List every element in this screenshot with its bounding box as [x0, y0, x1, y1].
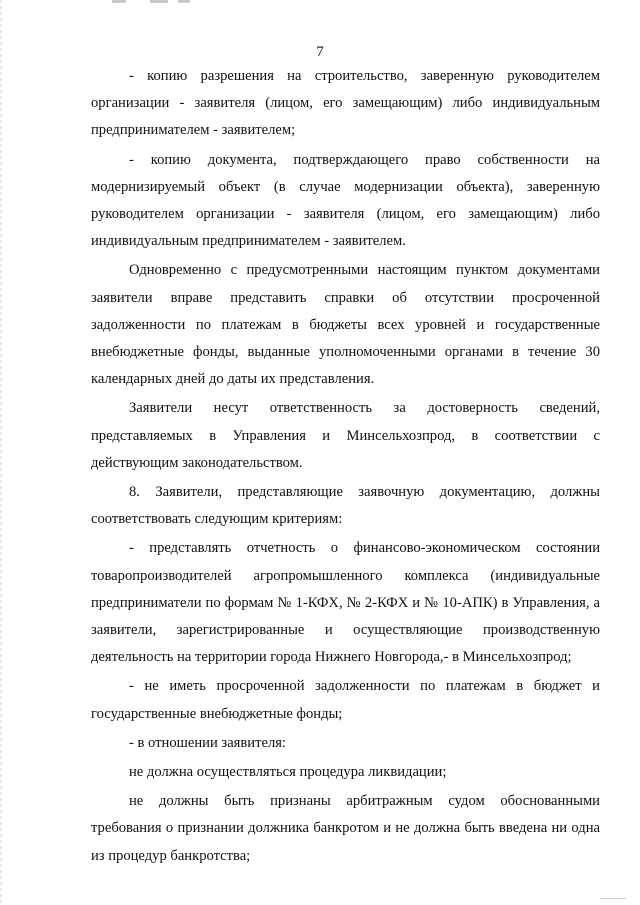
page-number: 7	[316, 44, 324, 60]
paragraph-no-liquidation: не должна осуществляться процедура ликвидации;	[129, 764, 447, 781]
paragraph-ownership-document-copy: - копию документа, подтверждающего право собственности на модернизируемый объект (в случае модернизации объекта), заверенную руководителем организации - заявителя (лицом, его замещающим) либо индивидуальным предпринимателем - заявителем.	[91, 151, 600, 250]
scan-top-artifact	[112, 0, 126, 3]
paragraph-reporting-criterion: - представлять отчетность о финансово-экономическом состоянии товаропроизводителей агропромышленного комплекса (индивидуальные предприниматели по формам № 1-КФХ, № 2-КФХ и № 10-АПК) в Управления, а заявители, зарегистрированные и осуществляющие производственную деятельность на территории города Нижнего Новгорода,- в Минсельхозпрод;	[91, 540, 600, 666]
scan-top-artifact	[178, 0, 190, 3]
scan-top-artifact	[150, 0, 168, 3]
paragraph-section-8-criteria: 8. Заявители, представляющие заявочную документацию, должны соответствовать следующим критериям:	[91, 484, 600, 528]
paragraph-regarding-applicant: - в отношении заявителя:	[129, 734, 286, 751]
paragraph-no-overdue-debt: - не иметь просроченной задолженности по платежам в бюджет и государственные внебюджетные фонды;	[91, 678, 600, 722]
scan-edge-artifact	[0, 0, 2, 905]
paragraph-building-permit-copy: - копию разрешения на строительство, заверенную руководителем организации - заявителя (лицом, его замещающим) либо индивидуальным предпринимателем - заявителем;	[91, 68, 600, 139]
document-body	[91, 63, 600, 872]
scan-corner-artifact	[600, 892, 626, 899]
paragraph-no-bankruptcy: не должны быть признаны арбитражным судом обоснованными требования о признании должника банкротом и не должна быть введена ни одна из процедур банкротства;	[91, 793, 600, 864]
paragraph-applicant-responsibility: Заявители несут ответственность за достоверность сведений, представляемых в Управления и Минсельхозпрод, в соответствии с действующим законодательством.	[91, 400, 600, 471]
paragraph-debt-certificates: Одновременно с предусмотренными настоящим пунктом документами заявители вправе представить справки об отсутствии просроченной задолженности по платежам в бюджеты всех уровней и государственные внебюджетные фонды, выданные уполномоченными органами в течение 30 календарных дней до даты их представления.	[91, 262, 600, 388]
